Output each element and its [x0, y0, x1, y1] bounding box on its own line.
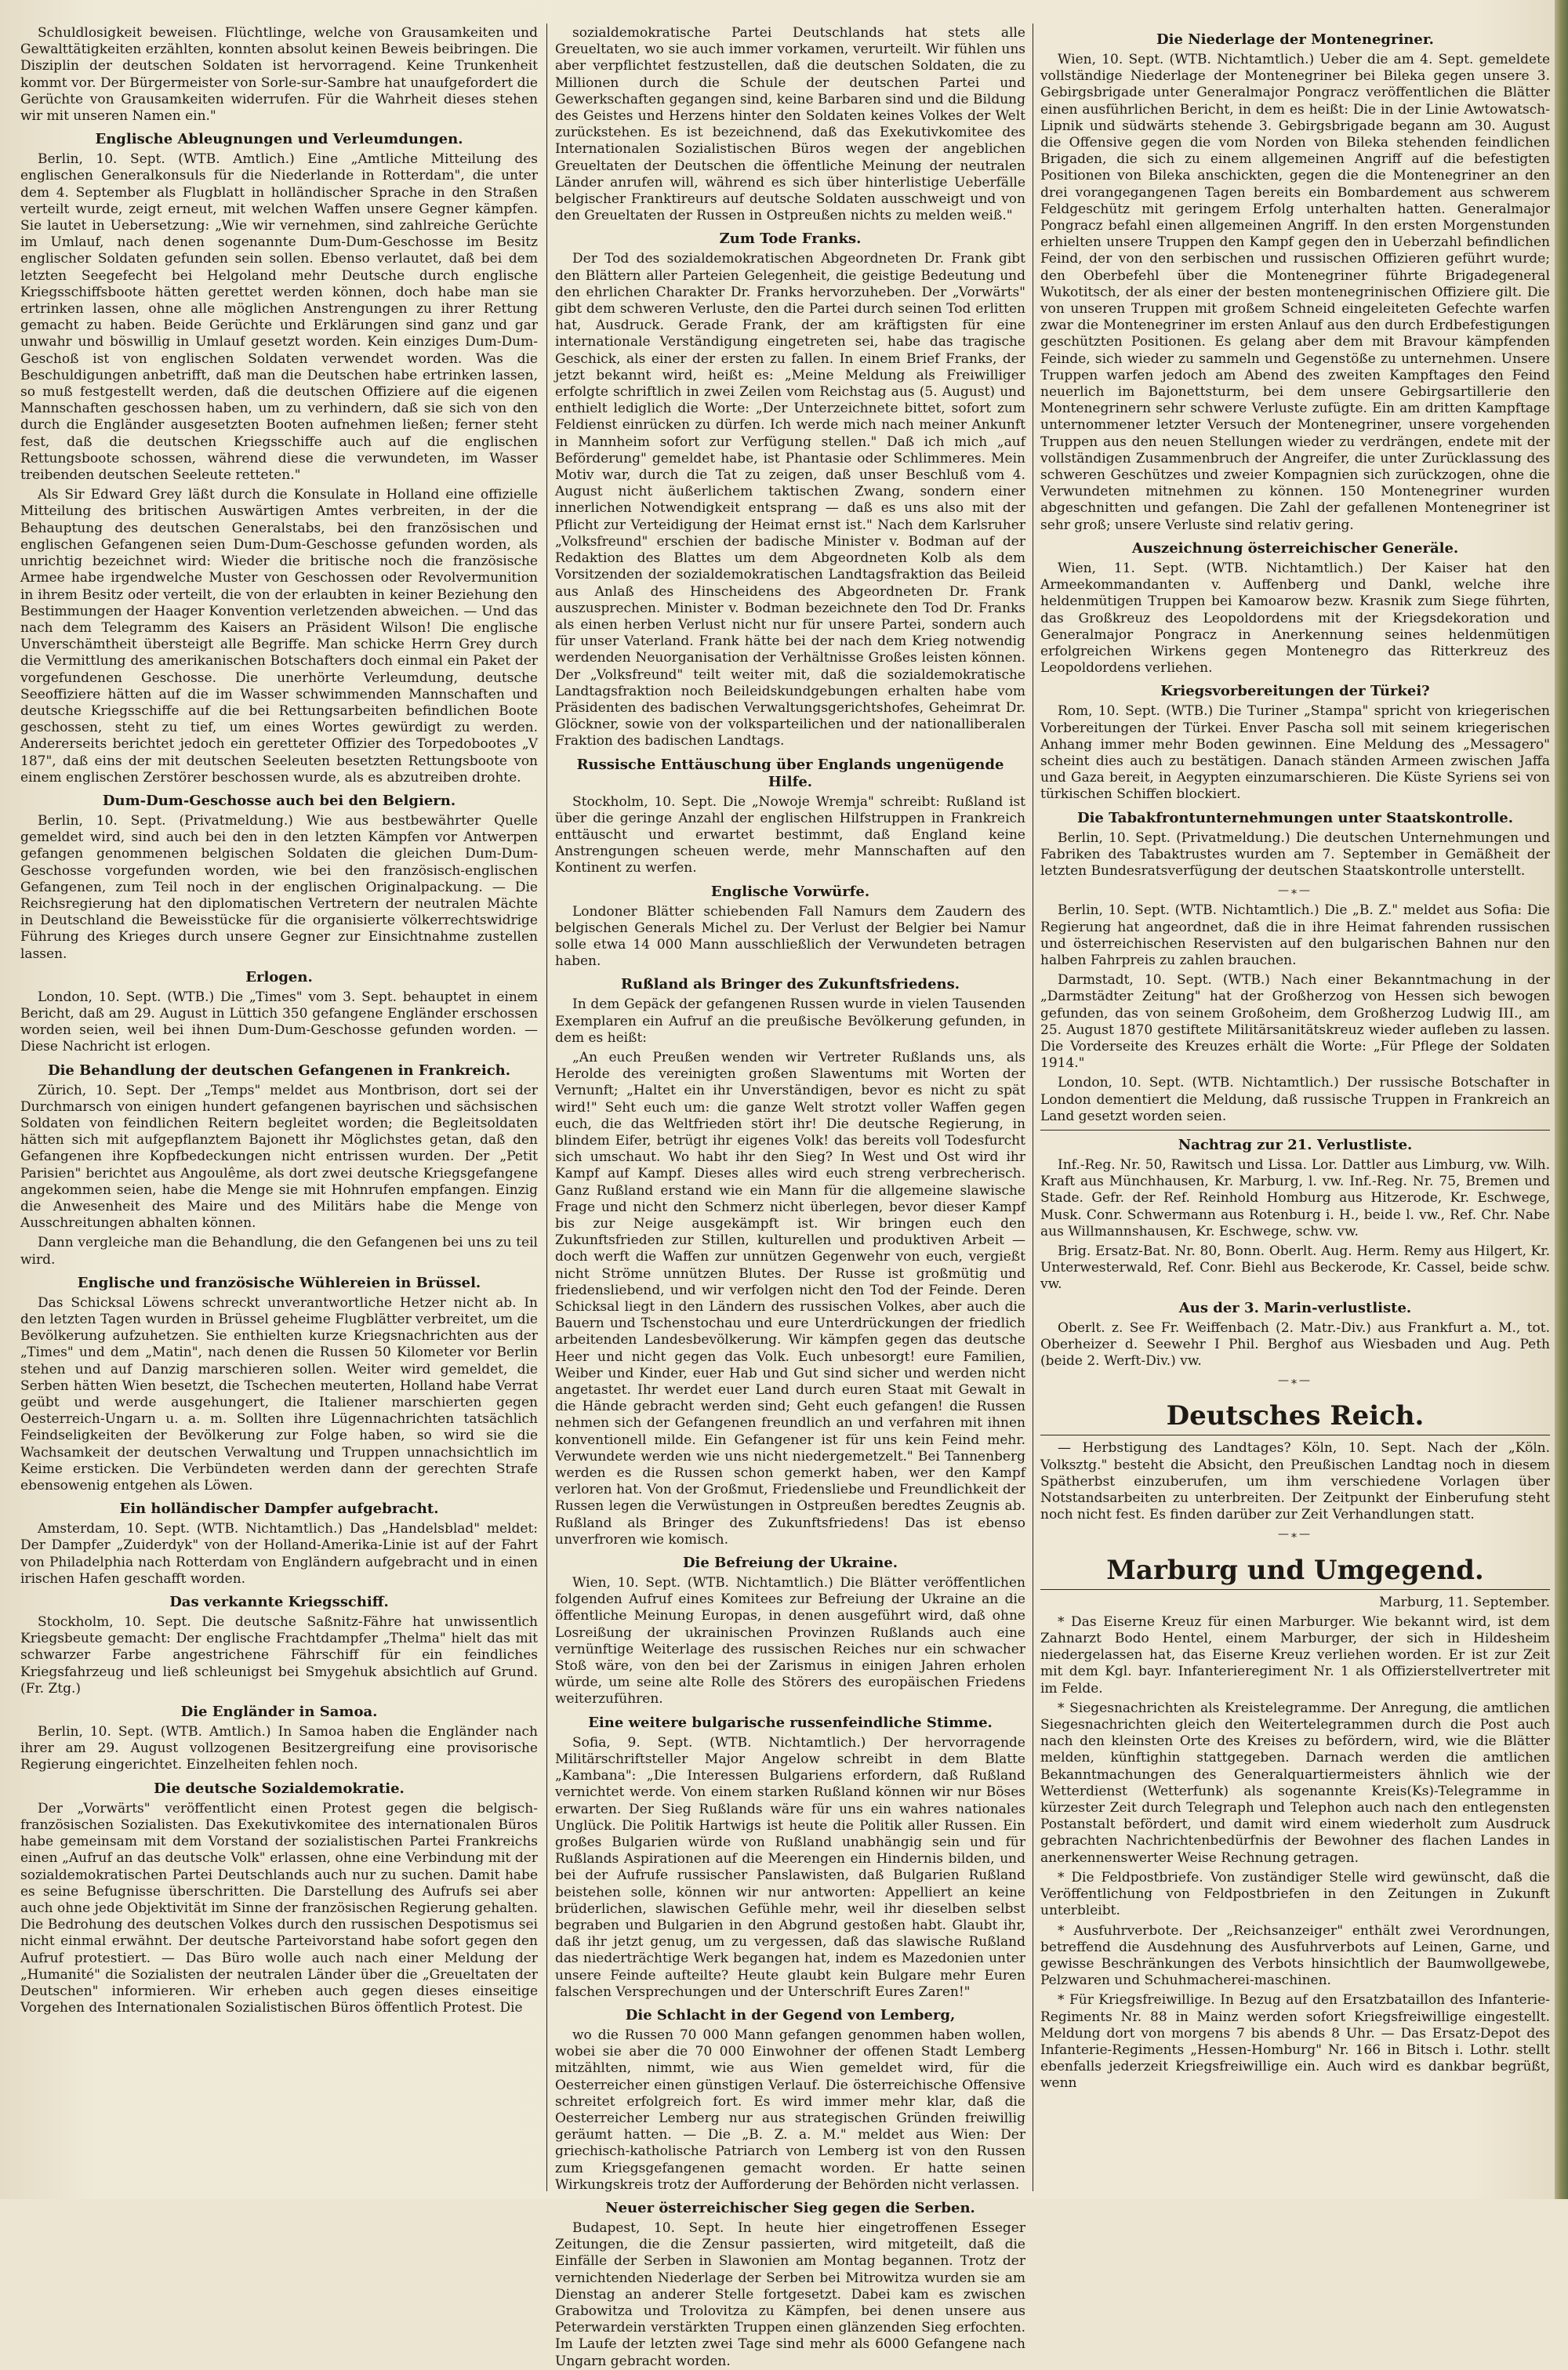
article-paragraph: London, 10. Sept. (WTB.) Die „Times" vom 3. Sept. behauptet in einem Bericht, daß am 29. August in Lüttich 350 gefangene Engländer erschossen worden seien, weil bei ihnen Dum-Dum-Geschosse gefunden worden. — Diese Nachricht ist erlogen. [20, 989, 538, 1055]
article-headline: Dum-Dum-Geschosse auch bei den Belgiern. [102, 792, 456, 809]
article-headline: Ein holländischer Dampfer aufgebracht. [119, 1501, 439, 1518]
column-left [20, 25, 538, 2189]
article-paragraph: Der Tod des sozialdemokratischen Abgeordneten Dr. Frank gibt den Blättern aller Parteien Gelegenheit, die geistige Bedeutung und den ehrlichen Charakter Dr. Franks hervorzuheben. Der „Vorwärts" gibt dem schweren Verluste, den die Partei durch seinen Tod erlitten hat, Ausdruck. Gerade Frank, der am kräftigsten für eine internationale Verständigung eingetreten sei, habe das tragische Geschick, als einer der ersten zu fallen. In einem Brief Franks, der jetzt bekannt wird, heißt es: „Meine Meldung als Freiwilliger erfolgte schriftlich in zwei Zeilen vom Reichstag aus (5. August) und enthielt lediglich die Worte: „Der Unterzeichnete bittet, sofort zum Feldienst einrücken zu dürfen. Ich werde mich nach meiner Ankunft in Mannheim sofort zur Verfügung stellen." Daß ich mich „auf Beförderung" gemeldet habe, ist Phantasie oder Schlimmeres. Mein Motiv war, durch die Tat zu zeigen, daß unser Beschluß vom 4. August nicht äußerlichem taktischen Zwang, sondern einer innerlichen Notwendigkeit entsprang — daß es uns also mit der Pflicht zur Verteidigung der Heimat ernst ist." Nach dem Karlsruher „Volksfreund" erschien der badische Minister v. Bodman auf der Redaktion des Blattes um dem Abgeordneten Kolb als dem Vorsitzenden der sozialdemokratischen Landtagsfraktion das Beileid aus Anlaß des Hinscheidens des Abgeordneten Dr. Frank auszusprechen. Minister v. Bodman bezeichnete den Tod Dr. Franks als einen herben Verlust nicht nur für unsere Partei, sondern auch für unser Vaterland. Frank hätte bei der nach dem Krieg notwendig werdenden Neuorganisation der Verhältnisse Großes leisten können. Der „Volksfreund" teilt weiter mit, daß die sozialdemokratische Landtagsfraktion noch Beileidskundgebungen erhalten habe vom Präsidenten des badischen Verwaltungsgerichtshofes, Geheimrat Dr. Glöckner, sowie von der volksparteilichen und der nationalliberalen Fraktion des badischen Landtags. [555, 251, 1025, 749]
article-paragraph: Der „Vorwärts" veröffentlicht einen Protest gegen die belgisch-französischen Sozialisten. Das Exekutivkomitee des internationalen Büros habe gemeinsam mit dem Vorstand der sozialistischen Partei Frankreichs einen „Aufruf an das deutsche Volk" erlassen, ohne eine Verbindung mit der sozialdemokratischen Partei Deutschlands auch nur zu suchen. Damit habe es seine Befugnisse überschritten. Die Darstellung des Aufrufs sei aber auch ohne jede Objektivität im Sinne der französischen Regierung gehalten. Die Bedrohung des deutschen Volkes durch den russischen Despotismus sei nicht einmal erwähnt. Der deutsche Parteivorstand habe sofort gegen den Aufruf protestiert. — Das Büro wolle auch nach einer Meldung der „Humanité" die Sozialisten der neutralen Länder über die „Greueltaten der Deutschen" informieren. Wir erheben auch gegen dieses einseitige Vorgehen des Internationalen Sozialistischen Büros öffentlich Protest. Die [20, 1800, 538, 2016]
article-headline: Zum Tode Franks. [719, 230, 862, 248]
horizontal-rule [1040, 1130, 1550, 1131]
article-paragraph: Schuldlosigkeit beweisen. Flüchtlinge, welche von Grausamkeiten und Gewalttätigkeiten erzählten, konnten absolut keinen Beweis beibringen. Die Disziplin der deutschen Soldaten ist hervorragend. Keine Trunkenheit kommt vor. Der Bürgermeister von Sorle-sur-Sambre hat unaufgefordert die Gerüchte von Grausamkeiten widerrufen. Für die Wahrheit dieses stehen wir mit unseren Namen ein." [20, 25, 538, 125]
article-headline: Auszeichnung österreichischer Generäle. [1131, 539, 1459, 557]
article-headline: Die Tabakfrontunternehmungen unter Staatskontrolle. [1076, 809, 1514, 826]
section-separator: —⁎— [1278, 1528, 1312, 1541]
article-paragraph: * Für Kriegsfreiwillige. In Bezug auf den Ersatzbataillon des Infanterie-Regiments Nr. 88 in Mainz werden sofort Kriegsfreiwillige eingestellt. Meldung dort von morgens 7 bis abends 8 Uhr. — Das Ersatz-Depot des Infanterie-Regiments „Hessen-Homburg" Nr. 166 in Bitsch i. Lothr. stellt ebenfalls jederzeit Kriegsfreiwillige ein. Auch wird es dankbar begrüßt, wenn [1040, 1992, 1550, 2092]
article-headline: Englische Ableugnungen und Verleumdungen. [95, 131, 463, 148]
article-headline: Die Schlacht in der Gegend von Lemberg, [625, 2006, 956, 2023]
article-paragraph: Brig. Ersatz-Bat. Nr. 80, Bonn. Oberlt. Aug. Herm. Remy aus Hilgert, Kr. Unterwesterwald, Ref. Conr. Biehl aus Beckerode, Kr. Cassel, beide schw. vw. [1040, 1243, 1550, 1293]
article-paragraph: Budapest, 10. Sept. In heute hier eingetroffenen Esseger Zeitungen, die die Zensur passierten, wird mitgeteilt, daß die Einfälle der Serben in Slawonien am Montag begannen. Trotz der vernichtenden Niederlage der Serben bei Mitrowitza wurden sie am Dienstag an anderer Stelle fortgesetzt. Dabei kam es zwischen Grabowitza und Trolovitza zu Kämpfen, bei denen unsere aus Peterwardein verstärkten Truppen einen glänzenden Sieg erfochten. Im Laufe der letzten zwei Tage sind mehr als 6000 Gefangene nach Ungarn gebracht worden. [555, 2219, 1025, 2369]
article-paragraph: Berlin, 10. Sept. (Privatmeldung.) Wie aus bestbewährter Quelle gemeldet wird, sind auch bei den in den letzten Kämpfen vor Antwerpen gefangen genommenen belgischen Soldaten die gleichen Dum-Dum-Geschosse vorgefunden worden, wie bei den französisch-englischen Gefangenen, zum Teil noch in der englischen Originalpackung. — Die Reichsregierung hat den diplomatischen Vertretern der neutralen Mächte in Deutschland die Beweisstücke für die organisierte völkerrechtswidrige Führung des Krieges durch unsere Gegner zur Einsichtnahme zustellen lassen. [20, 812, 538, 962]
article-headline: Neuer österreichischer Sieg gegen die Serben. [605, 2199, 975, 2216]
article-paragraph: Sofia, 9. Sept. (WTB. Nichtamtlich.) Der hervorragende Militärschriftsteller Major Angelow schreibt in dem Blatte „Kambana": „Die Interessen Bulgariens erfordern, daß Rußland vernichtet werde. Von einem starken Rußland können wir nur Böses erwarten. Der Sieg Rußlands wäre für uns ein wahres nationales Unglück. Die Politik Hartwigs ist heute die Politik aller Russen. Ein großes Bulgarien würde von Rußland unabhängig sein und für Rußlands Aspirationen auf die Meerengen ein Hindernis bilden, und bei der Aufrufe russischer Panslawisten, daß Bulgarien Rußland beistehen solle, können wir nur antworten: Appelliert an keine brüderlichen, slawischen Gefühle mehr, weil ihr dieselben selbst begraben und Bulgarien in den Abgrund gestoßen habt. Glaubt ihr, daß ihr jetzt genug, um zu vergessen, daß das slawische Rußland das niederträchtige Werk begangen hat, indem es Mazedonien unter unsere Feinde aufteilte? Heute glaubt kein Bulgare mehr Euren falschen Versprechungen und der Unterschrift Eures Zaren!" [555, 1734, 1025, 2000]
article-paragraph: — Herbstigung des Landtages? Köln, 10. Sept. Nach der „Köln. Volksztg." besteht die Absicht, den Preußischen Landtag noch in diesem Spätherbst einzuberufen, um ihm verschiedene Vorlagen über Notstandsarbeiten zu unterbreiten. Der Zeitpunkt der Einberufung steht noch nicht fest. Es finden darüber zur Zeit Verhandlungen statt. [1040, 1440, 1550, 1523]
article-headline: Kriegsvorbereitungen der Türkei? [1160, 683, 1430, 700]
article-paragraph: Stockholm, 10. Sept. Die „Nowoje Wremja" schreibt: Rußland ist über die geringe Anzahl der englischen Hilfstruppen in Frankreich enttäuscht und erwartet bestimmt, daß England keine Anstrengungen scheuen werde, mehr Mannschaften auf den Kontinent zu werfen. [555, 793, 1025, 877]
article-headline: Russische Enttäuschung über Englands ungenügende Hilfe. [576, 756, 1004, 790]
article-paragraph: Wien, 10. Sept. (WTB. Nichtamtlich.) Die Blätter veröffentlichen folgenden Aufruf eines Komitees zur Befreiung der Ukraine an die öffentliche Meinung Europas, in denen ausgeführt wird, daß ohne Losreißung der ukrainischen Provinzen Rußlands auch eine vernünftige Weiterlage des russischen Reiches nur ein schwacher Stoß wäre, von den bei der Zarismus in einigen Jahren erholen würde, um seine alte Rolle des Störers des europäischen Friedens weiterzuführen. [555, 1575, 1025, 1708]
column-rule-left [546, 24, 547, 2191]
article-paragraph: Darmstadt, 10. Sept. (WTB.) Nach einer Bekanntmachung in der „Darmstädter Zeitung" hat der Großherzog von Hessen sich bewogen gefunden, das von seinem Großoheim, dem Großherzog Ludwig III., am 25. August 1870 gestiftete Militärsanitätskreuz wieder aufleben zu lassen. Die Vorderseite des Kreuzes erhält die Worte: „Für Pflege der Soldaten 1914." [1040, 972, 1550, 1072]
article-paragraph: Dann vergleiche man die Behandlung, die den Gefangenen bei uns zu teil wird. [20, 1235, 538, 1268]
article-headline: Die Befreiung der Ukraine. [682, 1555, 898, 1572]
article-headline: Englische Vorwürfe. [710, 883, 870, 900]
article-paragraph: Oberlt. z. See Fr. Weiffenbach (2. Matr.-Div.) aus Frankfurt a. M., tot. Oberheizer d. Seewehr I Phil. Berghof aus Wiesbaden und Aug. Peth (beide 2. Werft-Div.) vw. [1040, 1319, 1550, 1370]
article-headline: Rußland als Bringer des Zukunftsfriedens. [620, 976, 960, 993]
article-paragraph: Das Schicksal Löwens schreckt unverantwortliche Hetzer nicht ab. In den letzten Tagen wurden in Brüssel geheime Flugblätter verbreitet, um die Bevölkerung aufzuhetzen. Sie enthielten kurze Kriegsnachrichten aus der „Times" und dem „Matin", nach denen die Russen 50 Kilometer vor Berlin stehen und auf Danzig marschieren sollen. Weiter wird gemeldet, die Serben hätten Wien besetzt, die Tschechen meuterten, Holland habe Verrat geübt und werde ausgehungert, die Italiener marschierten gegen Oesterreich-Ungarn u. a. m. Sollten ihre Lügennachrichten tatsächlich Feindseligkeiten der Bevölkerung zur Folge haben, so wird sie die Wachsamkeit der deutschen Verwaltung und Truppen unnachsichtlich im Keime ersticken. Die Verbündeten werden dann der gerechten Strafe ebensowenig entgehen als Löwen. [20, 1294, 538, 1494]
article-paragraph: Als Sir Edward Grey läßt durch die Konsulate in Holland eine offizielle Mitteilung des britischen Auswärtigen Amtes verbreiten, in der die Behauptung des deutschen Generalstabs, bei den französischen und englischen Gefangenen seien Dum-Dum-Geschosse gefunden worden, als unrichtig bezeichnet wird: Wieder die britische noch die französische Armee habe irgendwelche Muster von Geschossen oder Revolvermunition in ihrem Besitz oder verteilt, die von der erlaubten in keiner Beziehung den Bestimmungen der Haager Konvention verletzenden abweichen. — Und das nach dem Telegramm des Kaisers an Präsident Wilson! Die englische Unverschämtheit übersteigt alle Begriffe. Man schicke Herrn Grey durch die Vermittlung des amerikanischen Botschafters doch einmal ein Paket der vorgefundenen Geschosse. Die unerhörte Verleumdung, deutsche Seeoffiziere hätten auf die im Wasser schwimmenden Mannschaften und deutsche Kriegsschiffe auf die bei Rettungsarbeiten befindlichen Boote geschossen, steht zu tief, um eines Wortes gewürdigt zu werden. Andererseits berichtet jedoch ein geretteter Offizier des Torpedobootes „V 187", daß eins der mit deutschen Seeleuten besetzten Rettungsboote von einem englischen Zerstörer beschossen wurde, als es abzutreiben drohte. [20, 487, 538, 786]
article-paragraph: * Die Feldpostbriefe. Von zuständiger Stelle wird gewünscht, daß die Veröffentlichung von Feldpostbriefen in den Zeitungen in Zukunft unterbleibt. [1040, 1869, 1550, 1919]
article-headline: Die Engländer in Samoa. [180, 1704, 378, 1721]
article-paragraph: Stockholm, 10. Sept. Die deutsche Saßnitz-Fähre hat unwissentlich Kriegsbeute gemacht: Der englische Frachtdampfer „Thelma" hielt das mit schwarzer Farbe angestrichene Fährschiff für ein feindliches Kriegsfahrzeug und ließ schleunigst bei Smygehuk absichtlich auf Grund. (Fr. Ztg.) [20, 1614, 538, 1697]
dateline: Marburg, 11. September. [1379, 1594, 1550, 1610]
article-paragraph: Inf.-Reg. Nr. 50, Rawitsch und Lissa. Lor. Dattler aus Limburg, vw. Wilh. Kraft aus Münchhausen, Kr. Marburg, l. vw. Inf.-Reg. Nr. 75, Bremen und Stade. Gefr. der Ref. Reinhold Homburg aus Hitzerode, Kr. Eschwege, Musk. Conr. Schwermann aus Rotenburg i. H., beide l. vw., Ref. Chr. Nabe aus Willmannshausen, Kr. Eschwege, schw. vw. [1040, 1156, 1550, 1239]
article-headline: Die Niederlage der Montenegriner. [1156, 31, 1434, 48]
article-headline: Erlogen. [245, 968, 313, 985]
section-separator: —⁎— [1278, 1374, 1312, 1388]
page-binding-edge [1555, 0, 1568, 2199]
article-paragraph: Berlin, 10. Sept. (Privatmeldung.) Die deutschen Unternehmungen und Fabriken des Tabaktrustes wurden am 7. September in Gemäßheit der letzten Bundesratsverfügung der deutschen Staatskontrolle unterstellt. [1040, 829, 1550, 879]
article-headline: Aus der 3. Marin-verlustliste. [1178, 1299, 1412, 1316]
article-headline: Die deutsche Sozialdemokratie. [154, 1780, 405, 1797]
article-headline: Eine weitere bulgarische russenfeindliche Stimme. [588, 1714, 993, 1731]
article-paragraph: „An euch Preußen wenden wir Vertreter Rußlands uns, als Herolde des vereinigten großen Slawentums mit Worten der Vernunft; „Haltet ein ihr Unverständigen, bevor es nicht zu spät wird!" Seht euch um: die ganze Welt strotzt voller Waffen gegen euch, die das Weltfrieden stört ihr! Die deutsche Regierung, in blindem Eifer, betrügt ihr eigenes Volk! das bereits voll Todesfurcht sich umschaut. Wo habt ihr den Sieg? In West und Ost wird ihr Kampf auf Kampf. Dieses alles wird euch streng verbrecherisch. Ganz Rußland erstand wie ein Mann für die allgemeine slawische Frage und nicht den Schmerz nicht überlegen, bevor dieser Kampf bis zur Neige ausgekämpft ist. Wir bringen euch den Zukunftsfrieden zur Stillen, kulturellen und produktiven Arbeit — doch werft die Waffen zur unnützen Gegenwehr von euch, vergießt nicht Ströme unnützen Blutes. Der Russe ist großmütig und friedensliebend, und wir verfolgen nicht den Tod der Feinde. Deren Schicksal liegt in den Ländern des russischen Volkes, aber auch die Bauern und Tschenstochau und eure Unterdrückungen der friedlich arbeitenden Landesbevölkerung. Wir kämpfen gegen das deutsche Heer und nicht gegen das Volk. Euch unbesorgt! eure Familien, Weiber und Kinder, euer Hab und Gut sind sicher und werden nicht angetastet. Ihr werdet euer Land durch euren Staat mit Gewalt in die Hände gebracht werden sind; Geht euch gefangen! die Russen nehmen sich der Gefangenen freundlich an und verfahren mit ihnen konventionell milde. Ein Gefangener ist für uns kein Feind mehr. Verwundete werden wie uns nicht niedergemetzelt." Bei Tannenberg werden es die Russen schon gemerkt haben, wer den Kampf verloren hat. Von der Großmut, Friedensliebe und Freundlichkeit der Russen legen die Verwüstungen in Ostpreußen beredtes Zeugnis ab. Rußland als Bringer des Zukunftsfriedens! Das ist ebenso unverfroren wie komisch. [555, 1049, 1025, 1548]
article-paragraph: In dem Gepäck der gefangenen Russen wurde in vielen Tausenden Exemplaren ein Aufruf an die preußische Bevölkerung gefunden, in dem es heißt: [555, 996, 1025, 1046]
column-right [1040, 25, 1550, 2189]
article-paragraph: Londoner Blätter schiebenden Fall Namurs dem Zaudern des belgischen Generals Michel zu. Der Verlust der Belgier bei Namur solle etwa 14 000 Mann ausschließlich der Verwundeten betragen haben. [555, 903, 1025, 970]
article-paragraph: * Ausfuhrverbote. Der „Reichsanzeiger" enthält zwei Verordnungen, betreffend die Ausdehnung des Ausfuhrverbots auf Leinen, Garne, und gewisse Beschränkungen des Verbots hinsichtlich der Baumwollgewebe, Pelzwaren und Schuhmacherei-maschinen. [1040, 1922, 1550, 1989]
article-paragraph: Zürich, 10. Sept. Der „Temps" meldet aus Montbrison, dort sei der Durchmarsch von einigen hundert gefangenen bayrischen und sächsischen Soldaten von feindlichen Reitern begleitet worden; die Begleitsoldaten hätten sich mit aufgepflanztem Bajonett ihr Möglichstes getan, daß den Gefangenen ihre Kopfbedeckungen nicht entrissen wurden. Der „Petit Parisien" berichtet aus Angoulême, als dort zwei deutsche Kriegsgefangene angekommen seien, habe die Menge sie mit Hohnrufen empfangen. Einzig die Anwesenheit des Maire und des Militärs habe die Menge von Ausschreitungen abhalten können. [20, 1082, 538, 1232]
section-separator: —⁎— [1278, 884, 1312, 898]
article-headline: Englische und französische Wühlereien in Brüssel. [77, 1274, 481, 1291]
article-paragraph: Wien, 11. Sept. (WTB. Nichtamtlich.) Der Kaiser hat den Armeekommandanten v. Auffenberg und Dankl, welche ihre heldenmütigen Truppen bei Kamoarow bezw. Krasnik zum Siege führten, das Großkreuz des Leopoldordens mit der Kriegsdekoration und Generalmajor Pongracz in Anerkennung seines heldenmütigen erfolgreichen Wirkens gegen Montenegro das Ritterkreuz des Leopoldordens verliehen. [1040, 560, 1550, 677]
article-paragraph: Amsterdam, 10. Sept. (WTB. Nichtamtlich.) Das „Handelsblad" meldet: Der Dampfer „Zuiderdyk" von der Holland-Amerika-Linie ist auf der Fahrt von Philadelphia nach Rotterdam von Engländern aufgebracht und in einen irischen Hafen geschafft worden. [20, 1521, 538, 1587]
article-paragraph: Berlin, 10. Sept. (WTB. Amtlich.) Eine „Amtliche Mitteilung des englischen Generalkonsuls für die Niederlande in Rotterdam", die unter dem 4. September als Flugblatt in holländischer Sprache in den Straßen verteilt wurde, zeigt erneut, mit welchen Waffen unsere Gegner kämpfen. Sie lautet in Uebersetzung: „Wie wir vernehmen, sind zahlreiche Gerüchte im Umlauf, nach denen sogenannte Dum-Dum-Geschosse im Besitz englischer Soldaten gefunden sein sollen. Ebenso verlautet, daß bei dem letzten Seegefecht bei Helgoland mehr Deutsche durch englische Kriegsschiffsboote hätten gerettet werden können, doch habe man sie ertrinken lassen, ohne alle möglichen Anstrengungen zu ihrer Rettung gemacht zu haben. Beide Gerüchte und Erklärungen sind ganz und gar unwahr und böswillig in Umlauf gesetzt worden. Kein einziges Dum-Dum-Geschoß ist von englischen Soldaten verwendet worden. Was die Beschuldigungen anbetrifft, daß man die Deutschen habe ertrinken lassen, so muß festgestellt werden, daß die deutschen Offiziere auf die eigenen Mannschaften geschossen haben, um zu verhindern, daß sie sich von den durch die Engländer ausgesetzten Booten aufnehmen ließen; ferner steht fest, daß die deutschen Kriegsschiffe auch auf die englischen Rettungsboote schossen, während diese die verwundeten, im Wasser treibenden deutschen Seeleute retteten." [20, 151, 538, 484]
article-headline: Die Behandlung der deutschen Gefangenen in Frankreich. [47, 1062, 511, 1079]
article-paragraph: London, 10. Sept. (WTB. Nichtamtlich.) Der russische Botschafter in London dementiert die Meldung, daß russische Truppen in Frankreich an Land gesetzt worden seien. [1040, 1075, 1550, 1124]
article-paragraph: Berlin, 10. Sept. (WTB. Amtlich.) In Samoa haben die Engländer nach ihrer am 29. August vollzogenen Besitzergreifung eine provisorische Regierung eingerichtet. Einzelheiten fehlen noch. [20, 1724, 538, 1773]
article-paragraph: sozialdemokratische Partei Deutschlands hat stets alle Greueltaten, wo sie auch immer vorkamen, verurteilt. Wir fühlen uns aber verpflichtet festzustellen, daß die deutschen Soldaten, die zu Millionen durch die Schule der deutschen Partei und Gewerkschaften gegangen sind, keine Barbaren sind und die Bildung des Geistes und Herzens hinter den Soldaten keines Volkes der Welt zurückstehen. Es ist bezeichnend, daß das Exekutivkomitee des Internationalen Sozialistischen Büros wegen der angeblichen Greueltaten der Deutschen die öffentliche Meinung der neutralen Länder anrufen will, während es sich über hinterlistige Ueberfälle belgischer Franktireurs auf deutsche Soldaten ausschweigt und von den Greueltaten der Russen in Ostpreußen nichts zu melden weiß." [555, 25, 1025, 224]
article-paragraph: Berlin, 10. Sept. (WTB. Nichtamtlich.) Die „B. Z." meldet aus Sofia: Die Regierung hat angeordnet, daß die in ihre Heimat fahrenden russischen und österreichischen Reservisten auf den bulgarischen Bahnen nur den halben Fahrpreis zu zahlen brauchen. [1040, 902, 1550, 968]
article-paragraph: wo die Russen 70 000 Mann gefangen genommen haben wollen, wobei sie aber die 70 000 Einwohner der offenen Stadt Lemberg mitzählten, nimmt, wie aus Wien gemeldet wird, für die Oesterreicher einen günstigen Verlauf. Die österreichische Offensive schreitet erfolgreich fort. Es wird immer mehr klar, daß die Oesterreicher Lemberg nur aus strategischen Gründen freiwillig geräumt hatten. — Die „B. Z. a. M." meldet aus Wien: Der griechisch-katholische Patriarch von Lemberg ist von den Russen zum Kriegsgefangenen gemacht worden. Er hatte seinen Wirkungskreis trotz der Aufforderung der Behörden nicht verlassen. [555, 2027, 1025, 2193]
article-paragraph: Rom, 10. Sept. (WTB.) Die Turiner „Stampa" spricht von kriegerischen Vorbereitungen der Türkei. Enver Pascha soll mit seinem kriegerischen Anhang immer mehr Boden gewinnen. Eine Meldung des „Messagero" scheint dies auch zu bestätigen. Danach ständen Armeen zwischen Jaffa und Gaza bereit, in Aegypten einzumarschieren. Die Küste Syriens sei von türkischen Schiffen blockiert. [1040, 703, 1550, 803]
article-paragraph: * Siegesnachrichten als Kreistelegramme. Der Anregung, die amtlichen Siegesnachrichten gleich den Weitertelegrammen durch die Post auch nach den kleinsten Orte des Kreises zu befördern, wird, wie die Blätter melden, künftighin stattgegeben. Darnach werden die amtlichen Bekanntmachungen des Generalquartiermeisters ähnlich wie der Wetterdienst (Wetterfunk) als sogenannte Kreis(Ks)-Telegramme in kürzester Zeit durch Telegraph und Telephon auch nach den entlegensten Postanstalt befördert, und damit wird einem wiederholt zum Ausdruck gebrachten Nachrichtenbedürfnis der Bewohner des flachen Landes in anerkennenswerter Weise Rechnung getragen. [1040, 1700, 1550, 1866]
section-heading: Marburg und Umgegend. [1040, 1555, 1550, 1590]
article-paragraph: Wien, 10. Sept. (WTB. Nichtamtlich.) Ueber die am 4. Sept. gemeldete vollständige Niederlage der Montenegriner bei Bileka gegen unsere 3. Gebirgsbrigade unter Generalmajor Pongracz veröffentlichen die Blätter einen ausführlichen Bericht, in dem es heißt: Die in der Linie Awtowatsch-Lipnik und südwärts stehende 3. Gebirgsbrigade begann am 30. August die Offensive gegen die vom Norden von Bileka stehenden feindlichen Brigaden, die sich zu einem allgemeinen Angriff auf die befestigten Positionen von Bileka anschickten, gegen die die Montenegriner an den drei vorangegangenen Tagen bereits ein Bombardement aus schwerem Feldgeschütz mit geringem Erfolg unterhalten hatten. Generalmajor Pongracz befahl einen allgemeinen Angriff. In den ersten Morgenstunden erhielten unsere Truppen den Kampf gegen den in Ueberzahl befindlichen Feind, der von den serbischen und russischen Offizieren geführt wurde; den Oberbefehl über die Montenegriner führte Brigadegeneral Wukotitsch, der als einer der besten montenegrinischen Offiziere gilt. Die von unseren Truppen mit großem Schneid eingeleiteten Gefechte warfen zwar die Montenegriner im ersten Anlauf aus den durch Erdbefestigungen geschützten Positionen. Es gelang aber dem mit Bravour kämpfenden Feinde, sich wieder zu sammeln und Gegenstöße zu unternehmen. Unsere Truppen warfen jedoch am Abend des zweiten Kampftages den Feind neuerlich im Bajonettsturm, bei dem unsere Gebirgsartillerie den Montenegrinern sehr schwere Verluste zufügte. Ein am dritten Kampftage unternommener letzter Versuch der Montenegriner, unsere vorgehenden Truppen aus den neuen Stellungen wieder zu verdrängen, endete mit der vollständigen Zusammenbruch der Angreifer, die unter Zurücklassung des schweren Geschützes und zweier Kompagnien sich zurückzogen, ohne die Verwundeten mitnehmen zu können. 150 Montenegriner wurden abgeschnitten und gefangen. Die Zahl der gefallenen Montenegriner ist sehr groß; unsere Verluste sind relativ gering. [1040, 52, 1550, 533]
article-headline: Nachtrag zur 21. Verlustliste. [1178, 1136, 1413, 1153]
section-heading: Deutsches Reich. [1040, 1400, 1550, 1435]
article-headline: Das verkannte Kriegsschiff. [169, 1594, 389, 1611]
column-middle [555, 25, 1025, 2369]
article-paragraph: * Das Eiserne Kreuz für einen Marburger. Wie bekannt wird, ist dem Zahnarzt Bodo Hentel, einem Marburger, der sich in Hildesheim niedergelassen hat, das Eiserne Kreuz verliehen worden. Er ist zur Zeit mit dem Kgl. bayr. Infanterieregiment Nr. 1 als Offizierstellvertreter mit im Felde. [1040, 1613, 1550, 1697]
